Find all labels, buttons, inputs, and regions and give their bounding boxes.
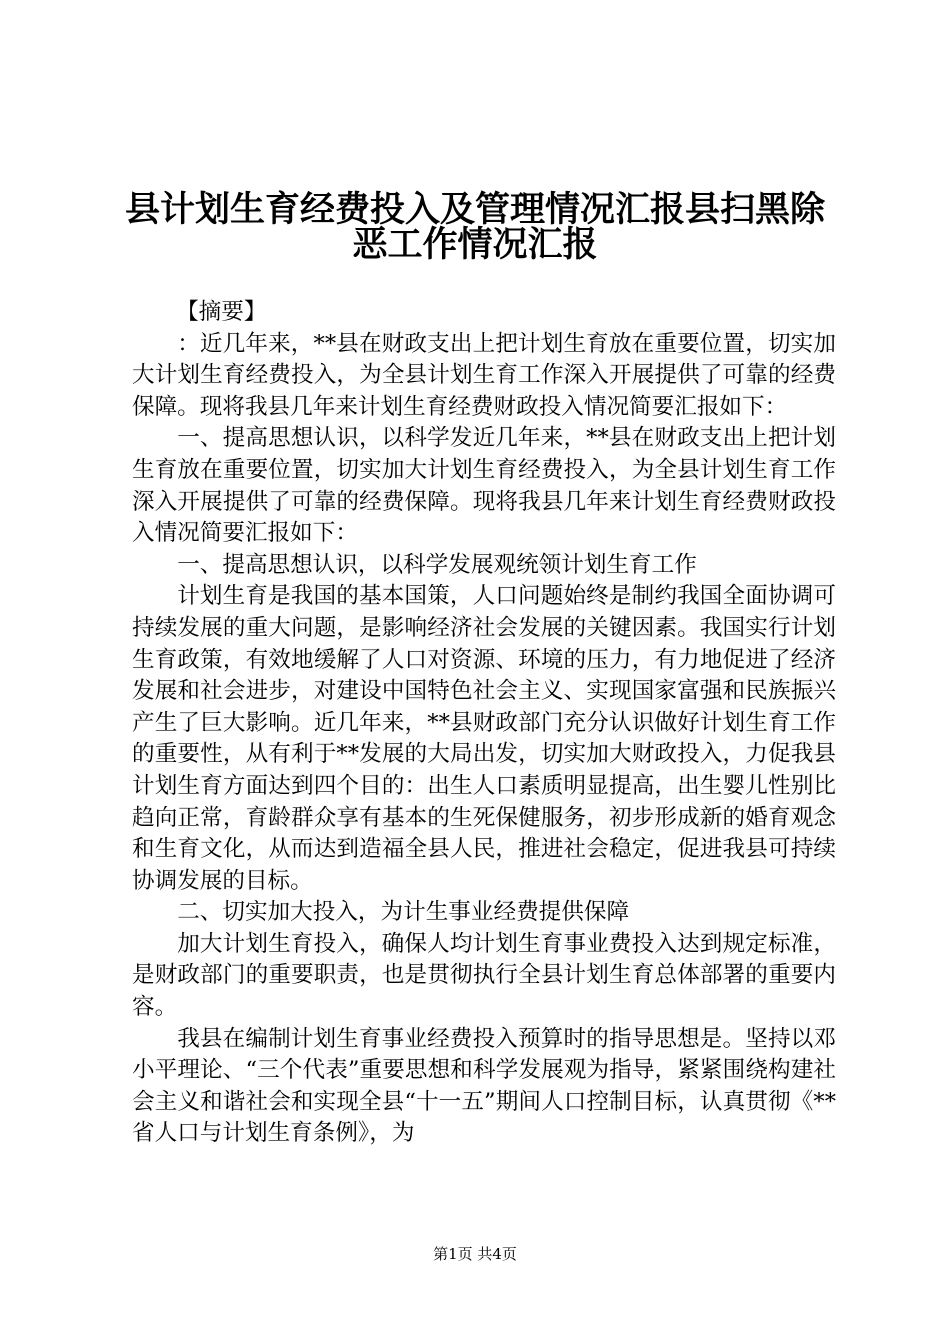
document-title-line-1: 县计划生育经费投入及管理情况汇报县扫黑除 bbox=[124, 190, 825, 230]
document-title-line-2: 恶工作情况汇报 bbox=[352, 225, 598, 265]
section-heading: 二、切实加大投入，为计生事业经费提供保障 bbox=[177, 899, 630, 926]
body-paragraph: 一、提高思想认识，以科学发近几年来，**县在财政支出上把计划生育放在重要位置，切实加大计划生育经费投入，为全县计划生育工作深入开展提供了可靠的经费保障。现将我县几年来计划生育经费财政投入情况简要汇报如下： bbox=[132, 425, 836, 547]
body-paragraph: 加大计划生育投入，确保人均计划生育事业费投入达到规定标准，是财政部门的重要职责，也是贯彻执行全县计划生育总体部署的重要内容。 bbox=[132, 930, 836, 1021]
body-paragraph: ：近几年来，**县在财政支出上把计划生育放在重要位置，切实加大计划生育经费投入，为全县计划生育工作深入开展提供了可靠的经费保障。现将我县几年来计划生育经费财政投入情况简要汇报如下： bbox=[132, 330, 836, 420]
body-paragraph: 我县在编制计划生育事业经费投入预算时的指导思想是。坚持以邓小平理论、“三个代表”重要思想和科学发展观为指导，紧紧围绕构建社会主义和谐社会和实现全县“十一五”期间人口控制目标，认真贯彻《**省人口与计划生育条例》，为 bbox=[132, 1025, 836, 1147]
section-heading: 一、提高思想认识，以科学发展观统领计划生育工作 bbox=[177, 551, 697, 578]
page-number-footer: 第1页 共4页 bbox=[433, 1245, 517, 1263]
abstract-heading: 【摘要】 bbox=[176, 299, 267, 325]
document-body bbox=[132, 297, 836, 1150]
body-paragraph: 计划生育是我国的基本国策，人口问题始终是制约我国全面协调可持续发展的重大问题，是影响经济社会发展的关键因素。我国实行计划生育政策，有效地缓解了人口对资源、环境的压力，有力地促进了经济发展和社会进步，对建设中国特色社会主义、实现国家富强和民族振兴产生了巨大影响。近几年来，**县财政部门充分认识做好计划生育工作的重要性，从有利于**发展的大局出发，切实加大财政投入，力促我县计划生育方面达到四个目的：出生人口素质明显提高，出生婴儿性别比趋向正常，育龄群众享有基本的生死保健服务，初步形成新的婚育观念和生育文化，从而达到造福全县人民，推进社会稳定，促进我县可持续协调发展的目标。 bbox=[132, 583, 836, 894]
